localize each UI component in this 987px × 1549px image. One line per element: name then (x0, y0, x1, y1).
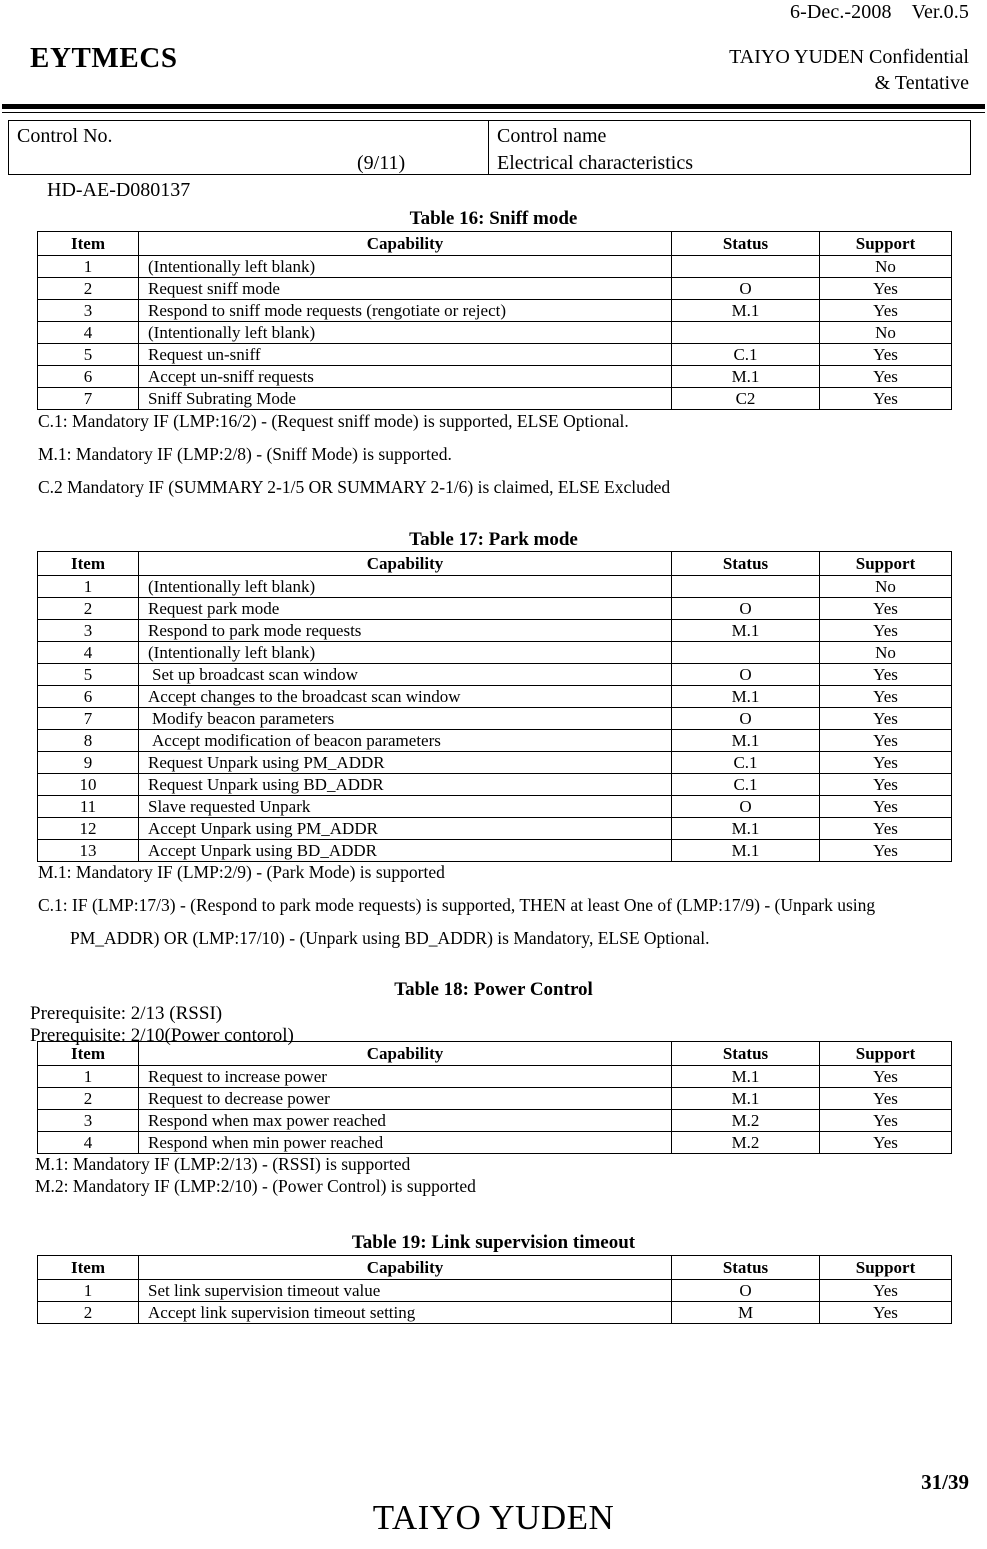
cell-status: O (672, 1280, 820, 1302)
cell-support: Yes (820, 300, 952, 322)
table17-note-2: C.1: IF (LMP:17/3) - (Respond to park mode requests) is supported, THEN at least One of (LMP:17/9) - (Unpark using (38, 895, 876, 915)
cell-support: Yes (820, 1110, 952, 1132)
table16-note-3: C.2 Mandatory IF (SUMMARY 2-1/5 OR SUMMARY 2-1/6) is claimed, ELSE Excluded (38, 477, 671, 497)
col-header-capability: Capability (139, 552, 672, 576)
cell-status: M.1 (672, 730, 820, 752)
col-header-support: Support (820, 232, 952, 256)
table-row (38, 1132, 952, 1154)
cell-item: 2 (38, 1302, 139, 1324)
table-row (38, 1066, 952, 1088)
table18-prerequisite-2: Prerequisite: 2/10(Power contorol) (30, 1025, 294, 1046)
table-row (38, 752, 952, 774)
cell-capability: Accept link supervision timeout setting (139, 1302, 672, 1324)
table-row (38, 388, 952, 410)
confidentiality-line-2: & Tentative (874, 72, 969, 95)
cell-status: M.1 (672, 300, 820, 322)
control-no-label: Control No. (17, 125, 113, 147)
cell-capability: Accept changes to the broadcast scan window (139, 686, 672, 708)
cell-capability: Request un-sniff (139, 344, 672, 366)
table16-note-1: C.1: Mandatory IF (LMP:16/2) - (Request sniff mode) is supported, ELSE Optional. (38, 411, 629, 431)
cell-capability: Sniff Subrating Mode (139, 388, 672, 410)
cell-item: 4 (38, 1132, 139, 1154)
cell-item: 9 (38, 752, 139, 774)
cell-item: 6 (38, 686, 139, 708)
table18-note-2: M.2: Mandatory IF (LMP:2/10) - (Power Control) is supported (35, 1176, 476, 1196)
cell-item: 2 (38, 1088, 139, 1110)
table17-header-row (38, 552, 952, 576)
cell-support: Yes (820, 796, 952, 818)
cell-status: O (672, 664, 820, 686)
cell-status: M.2 (672, 1110, 820, 1132)
cell-status: C.1 (672, 752, 820, 774)
cell-capability: Accept modification of beacon parameters (139, 730, 672, 752)
cell-capability: Set up broadcast scan window (139, 664, 672, 686)
cell-support: Yes (820, 686, 952, 708)
cell-item: 4 (38, 642, 139, 664)
table19 (37, 1255, 952, 1324)
cell-support: Yes (820, 1280, 952, 1302)
cell-item: 1 (38, 576, 139, 598)
cell-status: M.1 (672, 366, 820, 388)
cell-support: Yes (820, 774, 952, 796)
table-row (38, 1110, 952, 1132)
cell-item: 1 (38, 1066, 139, 1088)
cell-item: 5 (38, 664, 139, 686)
col-header-capability: Capability (139, 1256, 672, 1280)
cell-support: Yes (820, 1088, 952, 1110)
table18-header-row (38, 1042, 952, 1066)
cell-status: M.1 (672, 686, 820, 708)
cell-item: 7 (38, 708, 139, 730)
table-row (38, 576, 952, 598)
cell-status: O (672, 598, 820, 620)
control-info-box (8, 120, 971, 201)
table-row (38, 300, 952, 322)
header-rule-thin (2, 112, 985, 113)
col-header-item: Item (38, 552, 139, 576)
table19-header-row (38, 1256, 952, 1280)
cell-capability: Request Unpark using BD_ADDR (139, 774, 672, 796)
cell-support: Yes (820, 1132, 952, 1154)
col-header-capability: Capability (139, 232, 672, 256)
cell-status: M.1 (672, 818, 820, 840)
cell-status (672, 642, 820, 664)
cell-capability: Respond when min power reached (139, 1132, 672, 1154)
cell-capability: (Intentionally left blank) (139, 642, 672, 664)
cell-capability: Request to decrease power (139, 1088, 672, 1110)
cell-item: 2 (38, 278, 139, 300)
cell-status: O (672, 708, 820, 730)
table-row (38, 598, 952, 620)
table-row (38, 708, 952, 730)
table18-title: Table 18: Power Control (394, 979, 593, 1000)
cell-support: No (820, 642, 952, 664)
cell-capability: Slave requested Unpark (139, 796, 672, 818)
table-row (38, 344, 952, 366)
col-header-status: Status (672, 1256, 820, 1280)
table-row (38, 278, 952, 300)
cell-item: 7 (38, 388, 139, 410)
col-header-status: Status (672, 552, 820, 576)
col-header-status: Status (672, 1042, 820, 1066)
col-header-item: Item (38, 1042, 139, 1066)
table-row (38, 322, 952, 344)
table-row (38, 796, 952, 818)
cell-capability: Respond to park mode requests (139, 620, 672, 642)
cell-status: M (672, 1302, 820, 1324)
control-number-cell (9, 121, 488, 201)
cell-status: C2 (672, 388, 820, 410)
table-row (38, 840, 952, 862)
cell-item: 11 (38, 796, 139, 818)
table-row (38, 620, 952, 642)
cell-status (672, 576, 820, 598)
cell-capability: Set link supervision timeout value (139, 1280, 672, 1302)
cell-capability: Request Unpark using PM_ADDR (139, 752, 672, 774)
cell-support: Yes (820, 1066, 952, 1088)
table-row (38, 1280, 952, 1302)
cell-support: Yes (820, 278, 952, 300)
table18-prerequisite-1: Prerequisite: 2/13 (RSSI) (30, 1003, 223, 1024)
cell-capability: Request park mode (139, 598, 672, 620)
col-header-capability: Capability (139, 1042, 672, 1066)
cell-status: M.2 (672, 1132, 820, 1154)
cell-support: Yes (820, 818, 952, 840)
table-row (38, 642, 952, 664)
cell-support: Yes (820, 1302, 952, 1324)
table17-note-1: M.1: Mandatory IF (LMP:2/9) - (Park Mode) is supported (38, 862, 445, 882)
page-header (0, 0, 987, 95)
table16-header-row (38, 232, 952, 256)
cell-item: 1 (38, 256, 139, 278)
col-header-support: Support (820, 1256, 952, 1280)
header-rule-thick (2, 104, 985, 109)
control-no-value: HD-AE-D080137 (47, 179, 191, 201)
control-name-value: Electrical characteristics (497, 152, 693, 174)
document-date-version: 6-Dec.-2008 Ver.0.5 (789, 1, 969, 23)
cell-item: 2 (38, 598, 139, 620)
table17 (37, 551, 952, 862)
control-name-label: Control name (497, 125, 607, 147)
cell-capability: (Intentionally left blank) (139, 576, 672, 598)
company-logo-footer: TAIYO YUDEN (372, 1498, 615, 1537)
cell-status: C.1 (672, 774, 820, 796)
cell-item: 10 (38, 774, 139, 796)
cell-support: Yes (820, 344, 952, 366)
col-header-status: Status (672, 232, 820, 256)
table-row (38, 774, 952, 796)
cell-support: Yes (820, 708, 952, 730)
cell-item: 3 (38, 620, 139, 642)
cell-support: Yes (820, 730, 952, 752)
control-name-cell (488, 121, 970, 174)
cell-status: C.1 (672, 344, 820, 366)
cell-capability: Accept un-sniff requests (139, 366, 672, 388)
confidentiality-notice (729, 44, 969, 97)
cell-status: M.1 (672, 1066, 820, 1088)
cell-status: O (672, 796, 820, 818)
cell-item: 12 (38, 818, 139, 840)
cell-support: Yes (820, 366, 952, 388)
table18 (37, 1041, 952, 1154)
table17-note-3: PM_ADDR) OR (LMP:17/10) - (Unpark using BD_ADDR) is Mandatory, ELSE Optional. (70, 928, 710, 948)
table-row (38, 818, 952, 840)
cell-support: Yes (820, 752, 952, 774)
table18-note-1: M.1: Mandatory IF (LMP:2/13) - (RSSI) is supported (35, 1154, 411, 1174)
cell-capability: (Intentionally left blank) (139, 322, 672, 344)
cell-support: Yes (820, 620, 952, 642)
confidentiality-line-1: TAIYO YUDEN Confidential (729, 46, 969, 68)
cell-capability: Accept Unpark using BD_ADDR (139, 840, 672, 862)
col-header-support: Support (820, 1042, 952, 1066)
cell-item: 13 (38, 840, 139, 862)
cell-item: 6 (38, 366, 139, 388)
table16-note-2: M.1: Mandatory IF (LMP:2/8) - (Sniff Mode) is supported. (38, 444, 452, 464)
cell-status: O (672, 278, 820, 300)
table16-title: Table 16: Sniff mode (409, 208, 578, 229)
table16 (37, 231, 952, 410)
cell-capability: Accept Unpark using PM_ADDR (139, 818, 672, 840)
cell-support: Yes (820, 598, 952, 620)
cell-capability: (Intentionally left blank) (139, 256, 672, 278)
cell-item: 4 (38, 322, 139, 344)
col-header-support: Support (820, 552, 952, 576)
col-header-item: Item (38, 232, 139, 256)
cell-status: M.1 (672, 840, 820, 862)
cell-capability: Request sniff mode (139, 278, 672, 300)
cell-support: Yes (820, 664, 952, 686)
cell-support: No (820, 322, 952, 344)
cell-support: No (820, 576, 952, 598)
col-header-item: Item (38, 1256, 139, 1280)
table-row (38, 1302, 952, 1324)
cell-item: 3 (38, 300, 139, 322)
table-row (38, 256, 952, 278)
product-logo: EYTMECS (30, 42, 178, 74)
cell-status: M.1 (672, 620, 820, 642)
cell-capability: Modify beacon parameters (139, 708, 672, 730)
table19-title: Table 19: Link supervision timeout (351, 1232, 636, 1253)
control-page-fraction: (9/11) (357, 152, 406, 174)
table-row (38, 686, 952, 708)
table-row (38, 730, 952, 752)
page-number: 31/39 (921, 1470, 969, 1494)
cell-item: 1 (38, 1280, 139, 1302)
cell-status (672, 322, 820, 344)
table17-title: Table 17: Park mode (409, 529, 578, 550)
cell-status (672, 256, 820, 278)
cell-capability: Respond when max power reached (139, 1110, 672, 1132)
cell-item: 8 (38, 730, 139, 752)
table-row (38, 664, 952, 686)
table-row (38, 1088, 952, 1110)
cell-capability: Request to increase power (139, 1066, 672, 1088)
cell-item: 3 (38, 1110, 139, 1132)
cell-support: No (820, 256, 952, 278)
cell-capability: Respond to sniff mode requests (rengotiate or reject) (139, 300, 672, 322)
cell-support: Yes (820, 840, 952, 862)
cell-support: Yes (820, 388, 952, 410)
cell-item: 5 (38, 344, 139, 366)
cell-status: M.1 (672, 1088, 820, 1110)
table-row (38, 366, 952, 388)
